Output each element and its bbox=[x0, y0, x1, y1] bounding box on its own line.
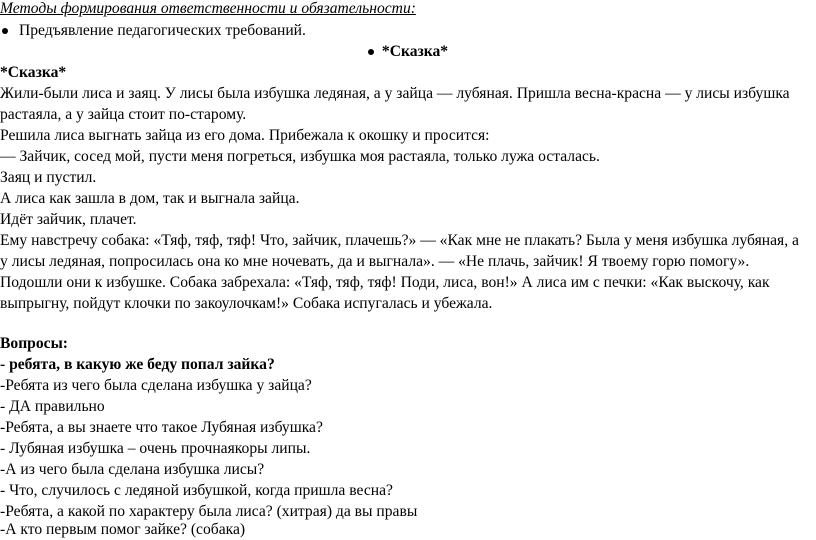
story-line: растаяла, а у зайца стоит по-старому. bbox=[0, 106, 247, 123]
centered-bullet bbox=[0, 42, 816, 62]
story-line: Решила лиса выгнать зайца из его дома. Прибежала к окошку и просится: bbox=[0, 127, 490, 144]
story-line: А лиса как зашла в дом, так и выгнала зайца. bbox=[0, 190, 300, 207]
story-line: Ему навстречу собака: «Тяф, тяф, тяф! Что, зайчик, плачешь?» — «Как мне не плакать? Была у меня избушка лубяная, а bbox=[0, 232, 799, 249]
bullet-icon bbox=[2, 28, 8, 34]
qa-line: -Ребята, а какой по характеру была лиса? (хитрая) да вы правы bbox=[0, 503, 418, 520]
story-title: *Сказка* bbox=[0, 64, 67, 81]
section-heading: Методы формирования ответственности и обязательности: bbox=[0, 0, 416, 17]
story-line: Жили-были лиса и заяц. У лисы была избушка ледяная, а у зайца — лубяная. Пришла весна-красна — у лисы избушка bbox=[0, 85, 790, 102]
story-line: выпрыгну, пойдут клочки по закоулочкам!» Собака испугалась и убежала. bbox=[0, 295, 493, 312]
qa-line: - Что, случилось с ледяной избушкой, когда пришла весна? bbox=[0, 482, 393, 499]
qa-line: -Ребята из чего была сделана избушка у зайца? bbox=[0, 377, 312, 394]
bullet-item-text: Предъявление педагогических требований. bbox=[19, 22, 306, 39]
qa-line: - Лубяная избушка – очень прочнаякоры липы. bbox=[0, 440, 311, 457]
bullet-icon bbox=[368, 49, 374, 55]
centered-bullet-text: *Сказка* bbox=[381, 43, 449, 60]
story-line: — Зайчик, сосед мой, пусти меня погреться, избушка моя растаяла, только лужа осталась. bbox=[0, 148, 600, 165]
story-line: Идёт зайчик, плачет. bbox=[0, 211, 137, 228]
story-line: у лисы ледяная, попросилась она ко мне ночевать, да и выгнала». — «Не плачь, зайчик! Я твоему горю помогу». bbox=[0, 253, 750, 270]
story-line: Подошли они к избушке. Собака забрехала: «Тяф, тяф, тяф! Поди, лиса, вон!» А лиса им с печки: «Как выскочу, как bbox=[0, 274, 770, 291]
qa-line: -А из чего была сделана избушка лисы? bbox=[0, 461, 265, 478]
first-question: - ребята, в какую же беду попал зайка? bbox=[0, 356, 275, 373]
qa-line: - ДА правильно bbox=[0, 398, 105, 415]
qa-line: -Ребята, а вы знаете что такое Лубяная избушка? bbox=[0, 419, 323, 436]
bullet-item bbox=[0, 21, 306, 41]
story-line: Заяц и пустил. bbox=[0, 169, 97, 186]
qa-line: -А кто первым помог зайке? (собака) bbox=[0, 521, 246, 538]
questions-title: Вопросы: bbox=[0, 335, 68, 352]
